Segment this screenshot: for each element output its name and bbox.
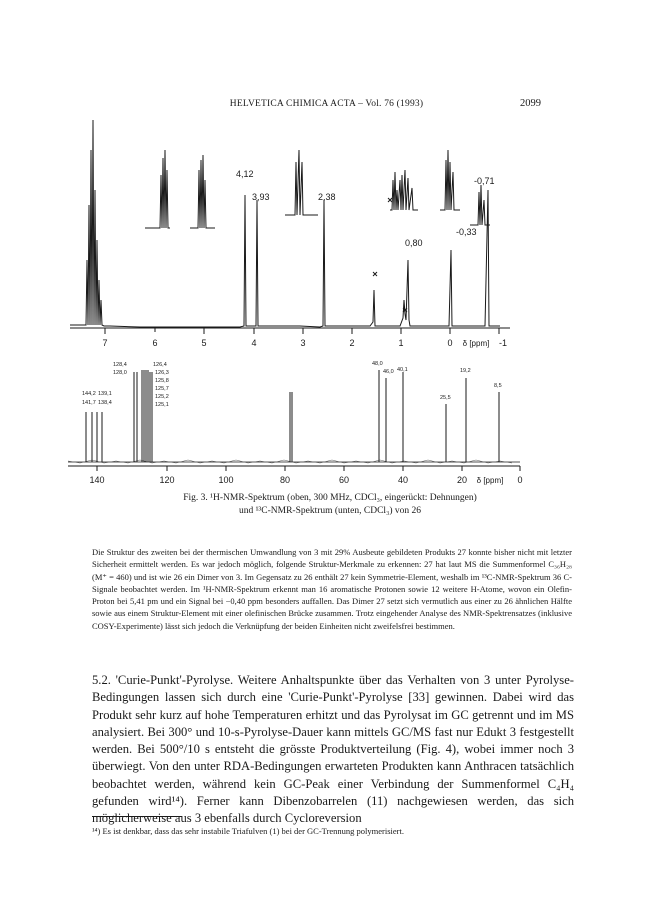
c-axis-tick-140: 140 <box>89 475 105 485</box>
h-axis-end: -1 <box>498 338 508 348</box>
impurity-mark <box>373 272 377 276</box>
c-peak-label-192: 19,2 <box>460 368 471 374</box>
caption-line-2: und ¹³C-NMR-Spektrum (unten, CDCl₃) von 26 <box>238 506 422 516</box>
c-peak-label-1384: 138,4 <box>98 400 112 406</box>
h-axis-tick-0: 0 <box>447 338 453 348</box>
inset-238 <box>285 150 318 215</box>
h-peak-label-412: 4,12 <box>236 169 254 179</box>
c-axis-end: 0 <box>517 475 523 485</box>
h-axis-tick-5: 5 <box>201 338 207 348</box>
h-peak-label-080: 0,80 <box>405 238 423 248</box>
h-peak-label-minus071: -0,71 <box>474 176 495 186</box>
section-heading: 5.2. 'Curie-Punkt'-Pyrolyse. <box>92 673 234 687</box>
c-peak-label-1251: 125,1 <box>155 402 169 408</box>
footnote-text: Es ist denkbar, dass das sehr instabile Triafulven (1) bei der GC-Trennung polymerisiert. <box>102 826 404 836</box>
h-axis-tick-3: 3 <box>300 338 306 348</box>
c-axis-tick-120: 120 <box>159 475 175 485</box>
c-peak-label-480: 48,0 <box>372 361 383 367</box>
inset-080 <box>390 170 418 210</box>
h-axis-unit: δ [ppm] <box>462 339 490 348</box>
caption-line-1: Fig. 3. ¹H-NMR-Spektrum (oben, 300 MHz, CDCl₃, eingerückt: Dehnungen) <box>183 493 477 503</box>
footnote <box>92 826 572 836</box>
inset-aromatic-2 <box>190 155 215 228</box>
inset-aromatic-1 <box>145 150 170 228</box>
h-axis-tick-4: 4 <box>251 338 257 348</box>
h-peak-label-393: 3,93 <box>252 192 270 202</box>
c-peak-label-1264: 126,4 <box>153 362 167 368</box>
c-peak-label-1252: 125,2 <box>155 394 169 400</box>
page-number: 2099 <box>520 98 541 109</box>
c-peak-label-401: 40,1 <box>397 367 408 373</box>
c-peak-label-1284: 128,4 <box>113 362 127 368</box>
c-peak-label-1263: 126,3 <box>155 370 169 376</box>
section-text: Weitere Anhaltspunkte über das Verhalten von 3 unter Pyrolyse-Bedingungen lassen sich durch eine 'Curie-Punkt'-Pyrolyse [33] gewinnen. Dabei wird das Produkt sehr kurz auf hohe Temperaturen erhitzt und das Pyrolysat im GC getrennt und im MS analysiert. Bei 300° und 10-s-Pyrolyse-Dauer kann mittels GC/MS fast nur Edukt 3 festgestellt werden. Bei 500°/10 s entsteht die grösste Produktverteilung (Fig. 4), wobei immer noch 3 überwiegt. Von den unter RDA-Bedingungen erwarteten Produkten kann Anthracen tatsächlich beobachtet werden, während kein GC-Peak einer Verbindung der Summenformel C₄H₄ gefunden wird¹⁴). Ferner kann Dibenzobarrelen (11) nachgewiesen werden, das sich möglicherweise aus 3 ebenfalls durch Cycloreversion <box>92 673 574 826</box>
h-axis-tick-1: 1 <box>398 338 404 348</box>
c-peak-label-1391: 139,1 <box>98 391 112 397</box>
c-axis-tick-100: 100 <box>218 475 234 485</box>
running-header: HELVETICA CHIMICA ACTA – Vol. 76 (1993) <box>229 99 424 109</box>
h-nmr-spectrum <box>70 120 510 334</box>
c-peak-label-85: 8,5 <box>494 383 502 389</box>
section-5-2 <box>92 672 574 828</box>
c-peak-label-1442: 144,2 <box>82 391 96 397</box>
c-axis-tick-80: 80 <box>279 475 291 485</box>
c-peak-label-1258: 125,8 <box>155 378 169 384</box>
h-axis-tick-6: 6 <box>152 338 158 348</box>
footnote-rule <box>92 816 182 817</box>
figure-caption <box>60 492 600 518</box>
c-peak-label-1257: 125,7 <box>155 386 169 392</box>
c-peak-label-1280: 128,0 <box>113 370 127 376</box>
footnote-marker: ¹⁴) <box>92 826 101 836</box>
h-peak-label-238: 2,38 <box>318 192 336 202</box>
c-axis-tick-40: 40 <box>397 475 409 485</box>
inset-minus071 <box>440 150 460 210</box>
c-axis-unit: δ [ppm] <box>476 476 504 485</box>
body-paragraph-small: Die Struktur des zweiten bei der thermischen Umwandlung von 3 mit 29% Ausbeute gebildeten Produkts 27 konnte bisher nicht mit letzter Sicherheit ermittelt werden. Es war jedoch möglich, folgende Struktur-Merkmale zu erkennen: 27 hat laut MS die Summenformel C₃₆H₂₈ (M⁺ = 460) und ist wie 26 ein Dimer von 3. Im Gegensatz zu 26 enthält 27 kein Symmetrie-Element, weshalb im ¹³C-NMR-Spektrum 36 C-Signale beobachtet werden. Im ¹H-NMR-Spektrum erkennt man 16 aromatische Protonen sowie 12 weitere H-Atome, wovon ein Olefin-Proton bei 5,41 pm und ein Signal bei −0,40 ppm besonders auffallen. Das Dimer 27 setzt sich vermutlich aus einer zu 26 ähnlichen Hälfte sowie aus einem Struktur-Element mit einer olefinischen Brücke zusammen. Trotz eingehender Analyse des NMR-Spektrensatzes (inklusive COSY-Experimente) lässt sich jedoch die Verknüpfung der beiden Einheiten nicht zweifelsfrei bestimmen. <box>92 547 572 631</box>
c-peak-label-1417: 141,7 <box>82 400 96 406</box>
c-axis-tick-20: 20 <box>456 475 468 485</box>
c-peak-label-460: 46,0 <box>383 369 394 375</box>
c-axis-tick-60: 60 <box>338 475 350 485</box>
c-peak-label-255: 25,5 <box>440 395 451 401</box>
h-peak-label-minus033: -0,33 <box>456 227 477 237</box>
c-nmr-spectrum <box>68 370 520 471</box>
h-nmr-trace <box>70 120 500 327</box>
impurity-mark <box>388 198 392 202</box>
h-axis-tick-7: 7 <box>102 338 108 348</box>
h-axis-tick-2: 2 <box>349 338 355 348</box>
